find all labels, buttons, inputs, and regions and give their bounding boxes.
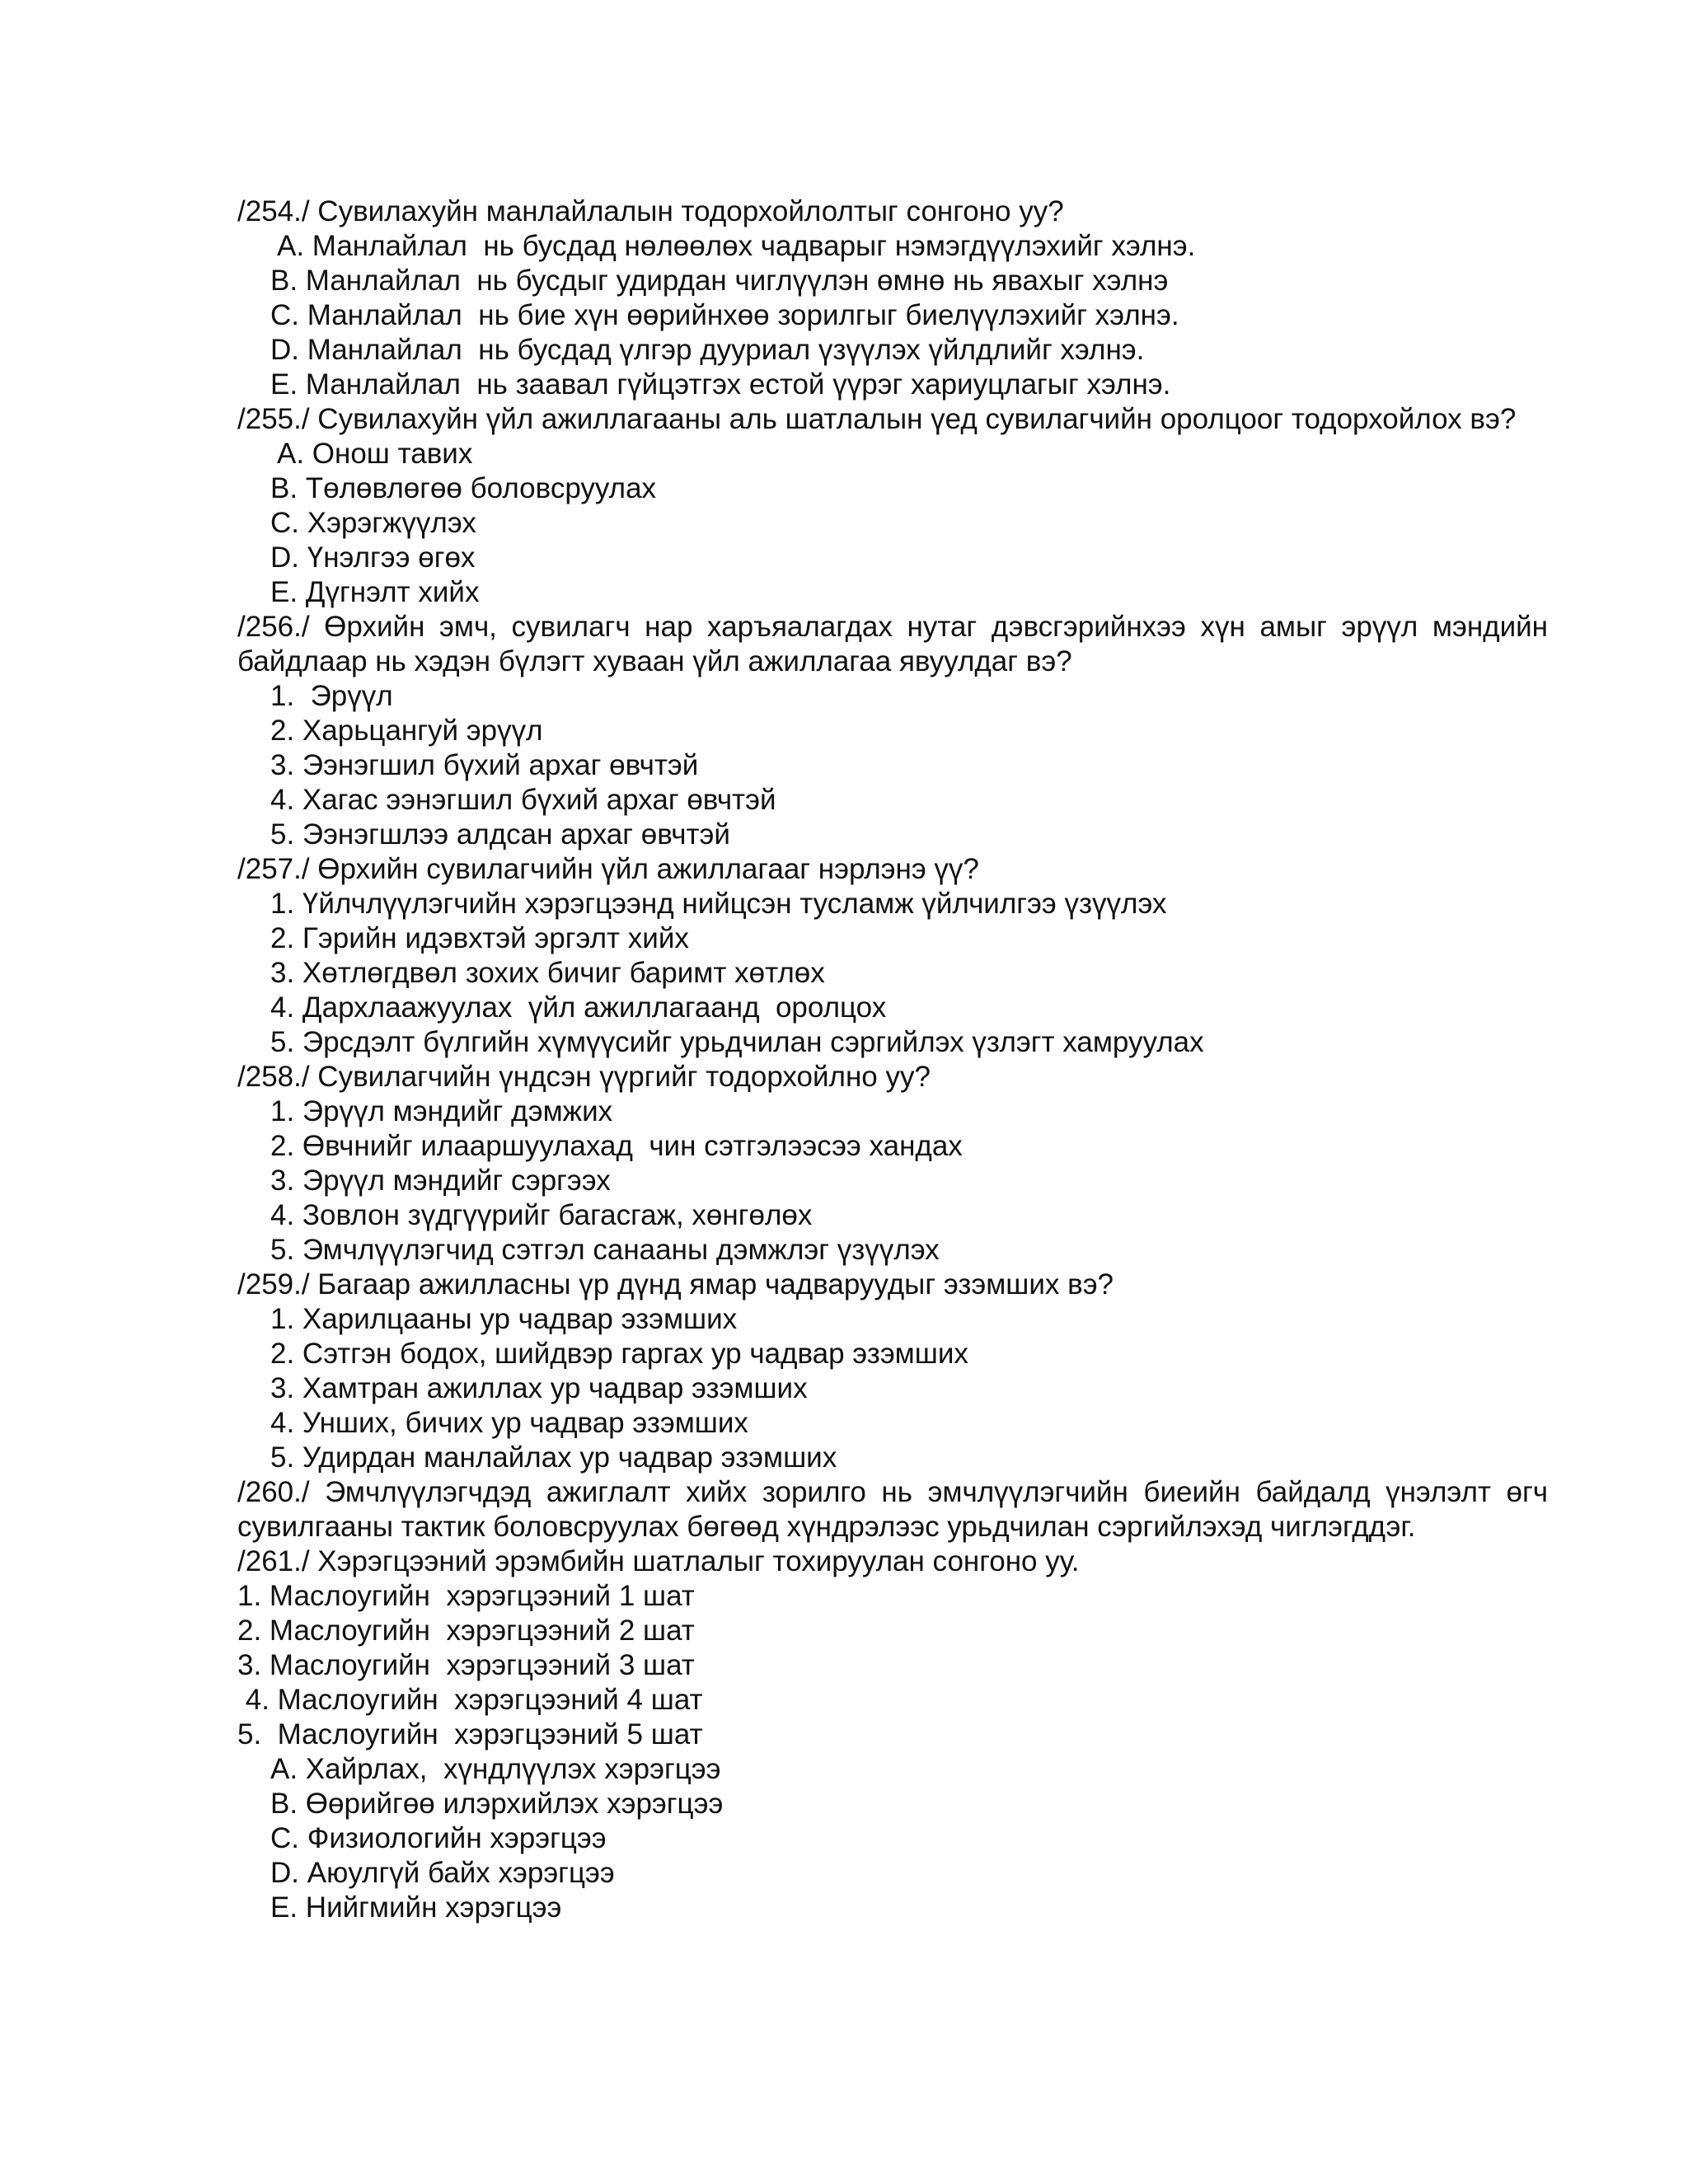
- maslow-level-5: 5. Маслоугийн хэрэгцээний 5 шат: [237, 1718, 703, 1750]
- option-257-1: 1. Үйлчлүүлэгчийн хэрэгцээнд нийцсэн тусламж үйлчилгээ үзүүлэх: [270, 888, 1167, 920]
- option-256-5: 5. Ээнэгшлээ алдсан архаг өвчтэй: [270, 818, 730, 851]
- option-256-1: 1. Эрүүл: [270, 680, 393, 712]
- option-259-2: 2. Сэтгэн бодох, шийдвэр гаргах ур чадвар эзэмших: [270, 1338, 968, 1370]
- option-258-4: 4. Зовлон зүдгүүрийг багасгаж, хөнгөлөх: [270, 1199, 813, 1231]
- option-258-5: 5. Эмчлүүлэгчид сэтгэл санааны дэмжлэг үзүүлэх: [270, 1234, 940, 1266]
- option-261-d: D. Аюулгүй байх хэрэгцээ: [270, 1857, 615, 1889]
- option-259-4: 4. Унших, бичих ур чадвар эзэмших: [270, 1407, 748, 1439]
- question-258: /258./ Сувилагчийн үндсэн үүргийг тодорхойлно уу?: [237, 1061, 931, 1093]
- option-258-2: 2. Өвчнийг илааршуулахад чин сэтгэлээсээ хандах: [270, 1130, 963, 1162]
- question-260: /260./ Эмчлүүлэгчдэд ажиглалт хийх зорилго нь эмчлүүлэгчийн биеийн байдалд үнэлэлт өгч сувилгааны тактик боловсруулах бөгөөд хүндрэлээс урьдчилан сэргийлэхэд чиглэгддэг.: [237, 1476, 1548, 1543]
- question-259: /259./ Багаар ажилласны үр дүнд ямар чадваруудыг эзэмших вэ?: [237, 1268, 1114, 1301]
- option-258-3: 3. Эрүүл мэндийг сэргээх: [270, 1165, 611, 1197]
- option-256-2: 2. Харьцангуй эрүүл: [270, 715, 543, 747]
- option-257-3: 3. Хөтлөгдвөл зохих бичиг баримт хөтлөх: [270, 957, 825, 989]
- maslow-level-1: 1. Маслоугийн хэрэгцээний 1 шат: [237, 1580, 695, 1612]
- option-254-c: C. Манлайлал нь бие хүн өөрийнхөө зорилгыг биелүүлэхийг хэлнэ.: [270, 299, 1179, 331]
- option-259-1: 1. Харилцааны ур чадвар эзэмших: [270, 1303, 738, 1335]
- option-257-5: 5. Эрсдэлт бүлгийн хүмүүсийг урьдчилан сэргийлэх үзлэгт хамруулах: [270, 1026, 1204, 1058]
- option-261-e: E. Нийгмийн хэрэгцээ: [270, 1891, 562, 1924]
- maslow-level-2: 2. Маслоугийн хэрэгцээний 2 шат: [237, 1615, 695, 1647]
- option-255-e: E. Дүгнэлт хийх: [270, 576, 480, 608]
- question-257: /257./ Өрхийн сувилагчийн үйл ажиллагааг нэрлэнэ үү?: [237, 853, 979, 885]
- option-256-4: 4. Хагас ээнэгшил бүхий архаг өвчтэй: [270, 784, 776, 816]
- option-259-5: 5. Удирдан манлайлах ур чадвар эзэмших: [270, 1441, 837, 1474]
- option-258-1: 1. Эрүүл мэндийг дэмжих: [270, 1095, 613, 1127]
- question-261: /261./ Хэрэгцээний эрэмбийн шатлалыг тохируулан сонгоно уу.: [237, 1545, 1080, 1577]
- option-254-a: A. Манлайлал нь бусдад нөлөөлөх чадварыг нэмэгдүүлэхийг хэлнэ.: [277, 230, 1196, 262]
- option-261-c: C. Физиологийн хэрэгцээ: [270, 1822, 607, 1854]
- option-257-4: 4. Дархлаажуулах үйл ажиллагаанд оролцох: [270, 991, 887, 1024]
- option-255-d: D. Үнэлгээ өгөх: [270, 541, 476, 574]
- option-256-3: 3. Ээнэгшил бүхий архаг өвчтэй: [270, 749, 699, 781]
- maslow-level-3: 3. Маслоугийн хэрэгцээний 3 шат: [237, 1649, 695, 1681]
- option-254-e: E. Манлайлал нь заавал гүйцэтгэх естой үүрэг хариуцлагыг хэлнэ.: [270, 368, 1171, 401]
- option-257-2: 2. Гэрийн идэвхтэй эргэлт хийх: [270, 922, 689, 954]
- option-259-3: 3. Хамтран ажиллах ур чадвар эзэмших: [270, 1372, 808, 1404]
- question-255: /255./ Сувилахуйн үйл ажиллагааны аль шатлалын үед сувилагчийн оролцоог тодорхойлох вэ?: [237, 403, 1517, 435]
- question-254: /254./ Сувилахуйн манлайлалын тодорхойлолтыг сонгоно уу?: [237, 195, 1064, 227]
- option-261-b: B. Өөрийгөө илэрхийлэх хэрэгцээ: [270, 1788, 724, 1820]
- maslow-level-4: 4. Маслоугийн хэрэгцээний 4 шат: [237, 1684, 703, 1716]
- option-255-b: B. Төлөвлөгөө боловсруулах: [270, 472, 657, 504]
- document-body: [237, 194, 1548, 1925]
- option-254-d: D. Манлайлал нь бусдад үлгэр дууриал үзүүлэх үйлдлийг хэлнэ.: [270, 334, 1145, 366]
- option-255-a: A. Онош тавих: [277, 438, 473, 470]
- question-256: /256./ Өрхийн эмч, сувилагч нар харъяалагдах нутаг дэвсгэрийнхээ хүн амыг эрүүл мэндийн байдлаар нь хэдэн бүлэгт хуваан үйл ажиллагаа явуулдаг вэ?: [237, 611, 1548, 677]
- option-255-c: C. Хэрэгжүүлэх: [270, 507, 476, 539]
- option-254-b: B. Манлайлал нь бусдыг удирдан чиглүүлэн өмнө нь явахыг хэлнэ: [270, 265, 1169, 297]
- option-261-a: A. Хайрлах, хүндлүүлэх хэрэгцээ: [270, 1753, 721, 1785]
